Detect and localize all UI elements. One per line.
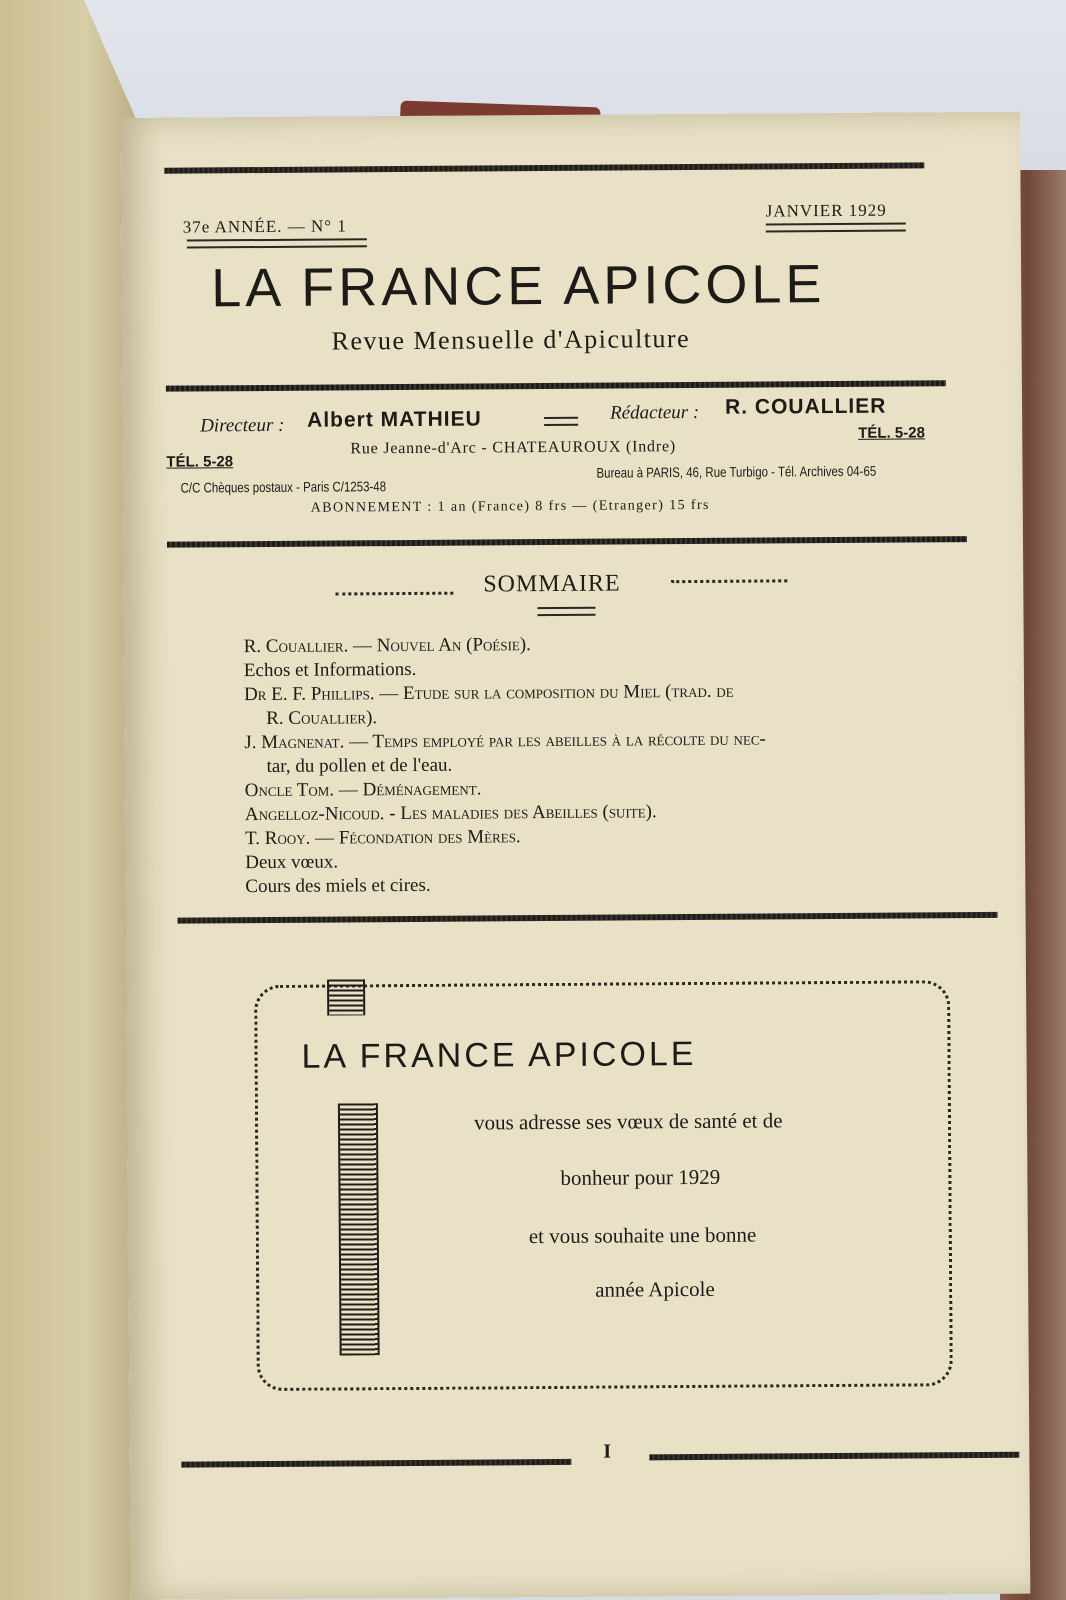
toc-item: tar, du pollen et de l'eau.: [266, 754, 453, 777]
greeting-frame: [254, 980, 953, 1391]
toc-item: Oncle Tom. — Déménagement.: [244, 778, 482, 802]
greeting-line-4: année Apicole: [595, 1276, 715, 1302]
issue-underline: [187, 238, 367, 248]
masthead-title: LA FRANCE APICOLE: [210, 254, 826, 319]
table-of-contents: [244, 631, 886, 899]
date-underline: [766, 223, 906, 233]
toc-item: Cours des miels et cires.: [245, 874, 431, 898]
toc-item: R. Couallier. — Nouvel An (Poésie).: [243, 634, 531, 658]
paris-bureau: Bureau à PARIS, 46, Rue Turbigo - Tél. Archives 04-65: [596, 462, 877, 481]
sommaire-dots-left: [335, 592, 453, 599]
sommaire-heading: SOMMAIRE: [483, 570, 621, 598]
footer-rule-right: [649, 1452, 1019, 1461]
page-number: I: [603, 1440, 612, 1463]
greeting-title: LA FRANCE APICOLE: [301, 1034, 697, 1076]
tel-left: TÉL. 5-28: [166, 453, 234, 471]
director-label: Directeur :: [200, 414, 285, 437]
cheques-postaux: C/C Chèques postaux - Paris C/1253-48: [180, 478, 387, 496]
toc-item: Echos et Informations.: [243, 658, 417, 682]
toc-item: Dr E. F. Phillips. — Etude sur la composition du Miel (trad. de: [243, 680, 734, 706]
greeting-line-1: vous adresse ses vœux de santé et de: [473, 1108, 783, 1135]
subscription: ABONNEMENT : 1 an (France) 8 frs — (Etranger) 15 frs: [310, 497, 710, 516]
toc-item: R. Couallier).: [266, 707, 378, 729]
journal-page: [120, 112, 1030, 1600]
address: Rue Jeanne-d'Arc - CHATEAUROUX (Indre): [350, 438, 677, 458]
separator-mark: [544, 417, 578, 426]
staff-rule: [167, 536, 967, 548]
sommaire-underline: [537, 607, 595, 616]
left-page: [0, 0, 140, 1600]
editor-name: R. COUALLIER: [724, 394, 887, 419]
footer-rule-left: [181, 1459, 571, 1468]
issue-number: 37e ANNÉE. — N° 1: [182, 216, 347, 237]
toc-item: Angelloz-Nicoud. - Les maladies des Abeilles (suite).: [244, 801, 657, 826]
sommaire-dots-right: [671, 579, 787, 586]
tel-right: TÉL. 5-28: [858, 424, 925, 442]
greeting-line-2: bonheur pour 1929: [560, 1164, 721, 1190]
director-name: Albert MATHIEU: [307, 407, 482, 432]
masthead-subtitle: Revue Mensuelle d'Apiculture: [331, 324, 691, 356]
toc-item: T. Rooy. — Fécondation des Mères.: [244, 826, 521, 850]
toc-item: J. Magnenat. — Temps employé par les abeilles à la récolte du nec-: [244, 728, 766, 754]
ornament-bars-top: [327, 979, 365, 1015]
masthead-rule: [166, 380, 946, 391]
summary-rule: [178, 912, 998, 924]
issue-date: JANVIER 1929: [765, 200, 887, 221]
ornament-bars-column: [338, 1103, 380, 1355]
editor-label: Rédacteur :: [609, 401, 700, 424]
top-rule: [164, 162, 924, 173]
toc-item: Deux vœux.: [245, 851, 339, 874]
greeting-line-3: et vous souhaite une bonne: [528, 1222, 757, 1249]
